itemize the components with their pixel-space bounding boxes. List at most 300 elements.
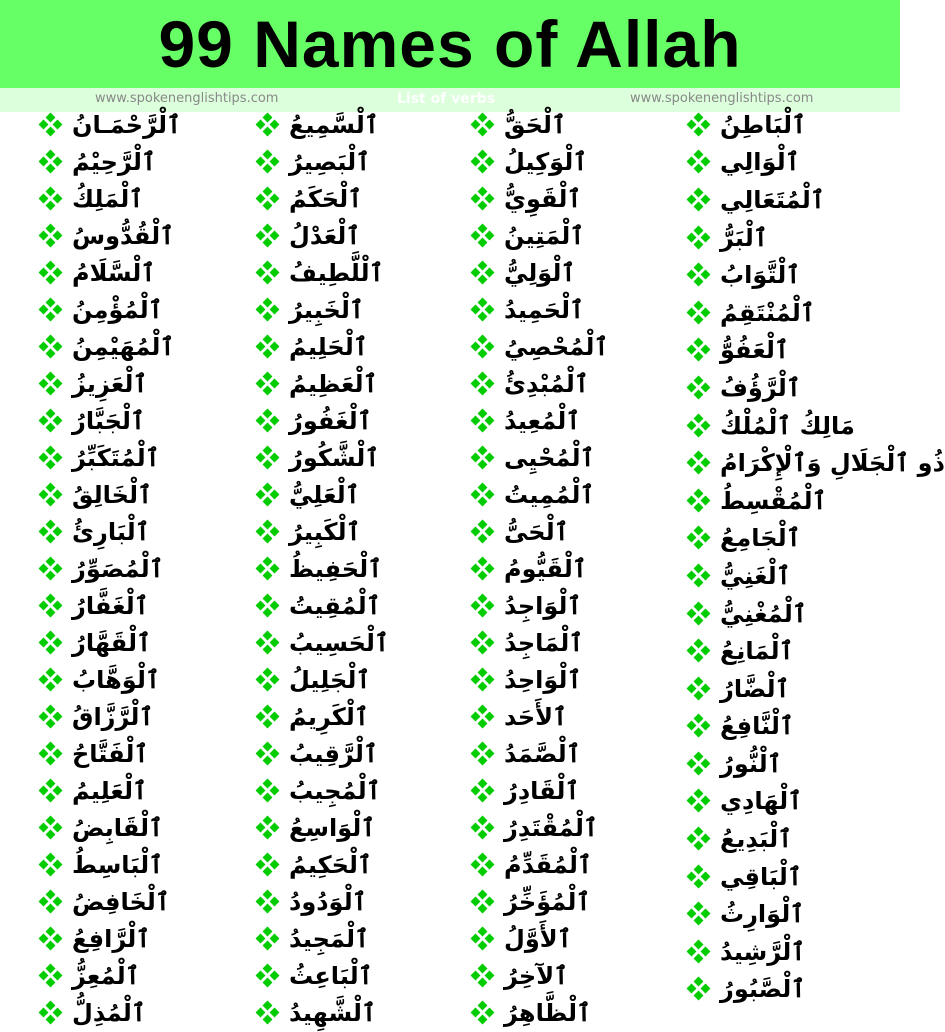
- list-item: [40, 106, 181, 143]
- list-item: [688, 745, 945, 783]
- list-item: [472, 217, 608, 254]
- name-text: ٱلْبَاعِثُ: [289, 961, 373, 990]
- diamond-bullet-icon: [40, 262, 62, 284]
- diamond-bullet-icon: [472, 262, 494, 284]
- name-text: ٱلْحَىُّ: [504, 517, 569, 546]
- name-text: مَالِكُ ٱلْمُلْكُ: [720, 411, 855, 440]
- diamond-bullet-icon: [40, 595, 62, 617]
- name-text: ٱلْحَسِيبُ: [289, 628, 389, 657]
- diamond-bullet-icon: [688, 866, 710, 888]
- diamond-bullet-icon: [688, 114, 710, 136]
- diamond-bullet-icon: [688, 189, 710, 211]
- list-item: [257, 365, 389, 402]
- diamond-bullet-icon: [257, 225, 279, 247]
- diamond-bullet-icon: [40, 669, 62, 691]
- name-text: ٱلْجَلِيلُ: [289, 665, 371, 694]
- diamond-bullet-icon: [40, 225, 62, 247]
- name-text: ٱلْشَّهِيدُ: [289, 998, 376, 1027]
- diamond-bullet-icon: [472, 447, 494, 469]
- name-text: ٱلْتَّوَابُ: [720, 261, 801, 290]
- list-item: [472, 735, 608, 772]
- diamond-bullet-icon: [472, 521, 494, 543]
- list-item: [472, 439, 608, 476]
- name-text: ٱلْنَّافِعُ: [720, 712, 794, 741]
- diamond-bullet-icon: [688, 339, 710, 361]
- list-item: [257, 143, 389, 180]
- diamond-bullet-icon: [688, 640, 710, 662]
- diamond-bullet-icon: [257, 521, 279, 543]
- diamond-bullet-icon: [472, 373, 494, 395]
- list-item: [688, 444, 945, 482]
- name-text: ٱلْجَامِعُ: [720, 524, 801, 553]
- diamond-bullet-icon: [257, 632, 279, 654]
- diamond-bullet-icon: [257, 891, 279, 913]
- diamond-bullet-icon: [257, 188, 279, 210]
- name-text: ٱلْمَانِعُ: [720, 637, 794, 666]
- diamond-bullet-icon: [40, 521, 62, 543]
- name-text: ٱلْبَارِئُ: [72, 517, 150, 546]
- diamond-bullet-icon: [688, 715, 710, 737]
- diamond-bullet-icon: [40, 114, 62, 136]
- list-item: [40, 291, 181, 328]
- name-text: ٱلْخَافِضُ: [72, 887, 170, 916]
- name-text: ٱلْغَفَّارُ: [72, 591, 149, 620]
- diamond-bullet-icon: [688, 452, 710, 474]
- name-text: ٱلْمُبْدِئُ: [504, 369, 589, 398]
- diamond-bullet-icon: [472, 965, 494, 987]
- subtitle: List of verbs: [397, 91, 496, 107]
- list-item: [472, 365, 608, 402]
- list-item: [40, 772, 181, 809]
- name-text: ٱلْرَّشِيدُ: [720, 937, 806, 966]
- list-item: [40, 698, 181, 735]
- name-text: ٱلْقَهَّارُ: [72, 628, 152, 657]
- name-text: ٱلْمُحْيِى: [504, 443, 595, 472]
- list-item: [472, 180, 608, 217]
- list-item: [472, 994, 608, 1031]
- list-item: [40, 661, 181, 698]
- list-item: [40, 809, 181, 846]
- diamond-bullet-icon: [472, 632, 494, 654]
- diamond-bullet-icon: [40, 928, 62, 950]
- diamond-bullet-icon: [257, 817, 279, 839]
- diamond-bullet-icon: [257, 410, 279, 432]
- list-item: [40, 624, 181, 661]
- list-item: [472, 846, 608, 883]
- name-text: ٱلْبَاقِي: [720, 862, 802, 891]
- website-left: www.spokenenglishtips.com: [95, 91, 279, 106]
- list-item: [40, 439, 181, 476]
- name-text: ٱلْرَّافِعُ: [72, 924, 151, 953]
- name-text: ٱلْحَلِيمُ: [289, 332, 368, 361]
- list-item: [472, 772, 608, 809]
- name-text: ٱلْحَفِيظُ: [289, 554, 383, 583]
- names-column-3: [472, 106, 608, 1031]
- list-item: [688, 858, 945, 896]
- name-text: ٱلْبَدِيعُ: [720, 825, 793, 854]
- diamond-bullet-icon: [688, 151, 710, 173]
- list-item: [472, 476, 608, 513]
- name-text: ٱلْوَاحِدُ: [504, 665, 582, 694]
- name-text: ٱلْمُجِيبُ: [289, 776, 381, 805]
- list-item: [688, 595, 945, 633]
- name-text: ٱلْبَاطِنُ: [720, 110, 807, 139]
- list-item: [472, 920, 608, 957]
- diamond-bullet-icon: [40, 447, 62, 469]
- list-item: [257, 624, 389, 661]
- name-text: ٱلْمُعِزُّ: [72, 961, 140, 990]
- diamond-bullet-icon: [472, 595, 494, 617]
- list-item: [40, 365, 181, 402]
- diamond-bullet-icon: [40, 632, 62, 654]
- name-text: ٱلْنُّورُ: [720, 749, 782, 778]
- name-text: ٱلْسَّمِيعُ: [289, 110, 379, 139]
- diamond-bullet-icon: [688, 415, 710, 437]
- diamond-bullet-icon: [472, 225, 494, 247]
- list-item: [40, 846, 181, 883]
- list-item: [472, 513, 608, 550]
- list-item: [257, 846, 389, 883]
- diamond-bullet-icon: [257, 299, 279, 321]
- list-item: [257, 809, 389, 846]
- diamond-bullet-icon: [688, 490, 710, 512]
- diamond-bullet-icon: [257, 373, 279, 395]
- diamond-bullet-icon: [472, 854, 494, 876]
- diamond-bullet-icon: [472, 1002, 494, 1024]
- name-text: ٱلْلَّطِيفُ: [289, 258, 384, 287]
- name-text: ٱلْبَرُّ: [720, 223, 768, 252]
- name-text: ٱلآخِرُ: [504, 961, 569, 990]
- list-item: [257, 698, 389, 735]
- list-item: [40, 920, 181, 957]
- page-title: 99 Names of Allah: [158, 7, 742, 81]
- list-item: [688, 181, 945, 219]
- name-text: ٱلْسَّلَامُ: [72, 258, 156, 287]
- list-item: [40, 513, 181, 550]
- diamond-bullet-icon: [688, 527, 710, 549]
- names-column-1: [40, 106, 181, 1031]
- list-item: [257, 994, 389, 1031]
- list-item: [688, 482, 945, 520]
- diamond-bullet-icon: [40, 299, 62, 321]
- diamond-bullet-icon: [257, 151, 279, 173]
- diamond-bullet-icon: [688, 227, 710, 249]
- diamond-bullet-icon: [688, 978, 710, 1000]
- diamond-bullet-icon: [688, 790, 710, 812]
- diamond-bullet-icon: [40, 336, 62, 358]
- name-text: ٱلْرَّحْمَـانُ: [72, 110, 182, 139]
- diamond-bullet-icon: [40, 780, 62, 802]
- list-item: [688, 632, 945, 670]
- list-item: [472, 809, 608, 846]
- list-item: [688, 407, 945, 445]
- name-text: ٱلْقَادِرُ: [504, 776, 580, 805]
- diamond-bullet-icon: [472, 780, 494, 802]
- list-item: [40, 550, 181, 587]
- list-item: [257, 587, 389, 624]
- diamond-bullet-icon: [688, 678, 710, 700]
- name-text: ٱلْقَوِيُّ: [504, 184, 582, 213]
- list-item: [688, 708, 945, 746]
- diamond-bullet-icon: [472, 336, 494, 358]
- list-item: [472, 624, 608, 661]
- diamond-bullet-icon: [40, 558, 62, 580]
- name-text: ٱلْصَّمَدُ: [504, 739, 581, 768]
- name-text: ٱلْغَفُورُ: [289, 406, 372, 435]
- diamond-bullet-icon: [688, 828, 710, 850]
- list-item: [257, 180, 389, 217]
- diamond-bullet-icon: [472, 299, 494, 321]
- list-item: [472, 698, 608, 735]
- name-text: ٱلْصَّبُورُ: [720, 975, 806, 1004]
- list-item: [257, 106, 389, 143]
- name-text: ٱلْمَاجِدُ: [504, 628, 584, 657]
- list-item: [688, 520, 945, 558]
- names-column-4: [688, 106, 945, 1008]
- diamond-bullet-icon: [688, 753, 710, 775]
- name-text: ٱلْرَّؤُفُ: [720, 373, 801, 402]
- name-text: ٱلْوَاجِدُ: [504, 591, 582, 620]
- diamond-bullet-icon: [688, 941, 710, 963]
- diamond-bullet-icon: [472, 558, 494, 580]
- name-text: ٱلْحَمِيدُ: [504, 295, 585, 324]
- list-item: [688, 332, 945, 370]
- diamond-bullet-icon: [472, 410, 494, 432]
- list-item: [472, 661, 608, 698]
- website-right: www.spokenenglishtips.com: [630, 91, 814, 106]
- diamond-bullet-icon: [40, 891, 62, 913]
- name-text: ذُو ٱلْجَلَالِ وَٱلْإِكْرَامُ: [720, 449, 945, 478]
- list-item: [40, 254, 181, 291]
- name-text: ٱلْظَّاهِرُ: [504, 998, 592, 1027]
- diamond-bullet-icon: [40, 965, 62, 987]
- name-text: ٱلْعَظِيمُ: [289, 369, 378, 398]
- name-text: ٱلْوَارِثُ: [720, 900, 805, 929]
- diamond-bullet-icon: [257, 1002, 279, 1024]
- name-text: ٱلْعَلِيُّ: [289, 480, 360, 509]
- name-text: ٱلْمُذِلُّ: [72, 998, 146, 1027]
- list-item: [40, 217, 181, 254]
- name-text: ٱلْمَتِينُ: [504, 221, 585, 250]
- list-item: [472, 106, 608, 143]
- name-text: ٱلْمُقَدِّمُ: [504, 850, 592, 879]
- name-text: ٱلْبَاسِطُ: [72, 850, 164, 879]
- name-text: ٱلْغَنِيُّ: [720, 561, 791, 590]
- name-text: ٱلْرَّزَّاقُ: [72, 702, 154, 731]
- list-item: [257, 291, 389, 328]
- diamond-bullet-icon: [257, 669, 279, 691]
- list-item: [257, 661, 389, 698]
- list-item: [257, 439, 389, 476]
- name-text: ٱلْمُتَكَبِّرُ: [72, 443, 160, 472]
- list-item: [472, 143, 608, 180]
- diamond-bullet-icon: [472, 188, 494, 210]
- list-item: [688, 294, 945, 332]
- name-text: ٱلْفَتَّاحُ: [72, 739, 149, 768]
- name-text: ٱلْضَّارُ: [720, 674, 790, 703]
- list-item: [257, 402, 389, 439]
- name-text: ٱلْمُؤَخِّرُ: [504, 887, 591, 916]
- diamond-bullet-icon: [688, 903, 710, 925]
- diamond-bullet-icon: [688, 302, 710, 324]
- diamond-bullet-icon: [257, 780, 279, 802]
- diamond-bullet-icon: [257, 484, 279, 506]
- list-item: [688, 820, 945, 858]
- list-item: [688, 219, 945, 257]
- list-item: [688, 369, 945, 407]
- diamond-bullet-icon: [472, 484, 494, 506]
- diamond-bullet-icon: [257, 743, 279, 765]
- name-text: ٱلْمُغْنِيُّ: [720, 599, 807, 628]
- list-item: [40, 180, 181, 217]
- name-text: ٱلْمُنْتَقِمُ: [720, 298, 815, 327]
- name-text: ٱلْمُتَعَالِي: [720, 185, 825, 214]
- diamond-bullet-icon: [472, 151, 494, 173]
- name-text: ٱلْكَبِيرُ: [289, 517, 361, 546]
- diamond-bullet-icon: [688, 565, 710, 587]
- diamond-bullet-icon: [40, 410, 62, 432]
- list-item: [257, 254, 389, 291]
- name-text: ٱلْقُدُّوسُ: [72, 221, 175, 250]
- name-text: ٱلْمُقْسِطُ: [720, 486, 827, 515]
- list-item: [688, 557, 945, 595]
- list-item: [40, 957, 181, 994]
- list-item: [257, 957, 389, 994]
- list-item: [472, 587, 608, 624]
- diamond-bullet-icon: [257, 965, 279, 987]
- list-item: [257, 550, 389, 587]
- diamond-bullet-icon: [472, 706, 494, 728]
- list-item: [257, 513, 389, 550]
- diamond-bullet-icon: [257, 336, 279, 358]
- list-item: [688, 106, 945, 144]
- diamond-bullet-icon: [40, 188, 62, 210]
- list-item: [472, 328, 608, 365]
- name-text: ٱلْمُؤْمِنُ: [72, 295, 163, 324]
- name-text: ٱلأَحَد: [504, 702, 568, 731]
- list-item: [688, 895, 945, 933]
- list-item: [40, 587, 181, 624]
- name-text: ٱلأَوَّلُ: [504, 924, 572, 953]
- list-item: [257, 735, 389, 772]
- diamond-bullet-icon: [257, 854, 279, 876]
- name-text: ٱلْمَلِكُ: [72, 184, 144, 213]
- diamond-bullet-icon: [688, 603, 710, 625]
- diamond-bullet-icon: [257, 595, 279, 617]
- diamond-bullet-icon: [40, 854, 62, 876]
- diamond-bullet-icon: [688, 264, 710, 286]
- name-text: ٱلْخَبِيرُ: [289, 295, 364, 324]
- diamond-bullet-icon: [472, 928, 494, 950]
- name-text: ٱلْرَّقِيبُ: [289, 739, 378, 768]
- list-item: [688, 933, 945, 971]
- name-text: ٱلْعَدْلُ: [289, 221, 361, 250]
- name-text: ٱلْقَابِضُ: [72, 813, 164, 842]
- diamond-bullet-icon: [40, 706, 62, 728]
- name-text: ٱلْمُحْصِيُ: [504, 332, 609, 361]
- name-text: ٱلْكَرِيمُ: [289, 702, 369, 731]
- name-text: ٱلْمُهَيْمِنُ: [72, 332, 175, 361]
- diamond-bullet-icon: [472, 114, 494, 136]
- diamond-bullet-icon: [257, 706, 279, 728]
- name-text: ٱلْوَهَّابُ: [72, 665, 160, 694]
- diamond-bullet-icon: [257, 447, 279, 469]
- diamond-bullet-icon: [472, 891, 494, 913]
- list-item: [688, 670, 945, 708]
- name-text: ٱلْوَلِيُّ: [504, 258, 576, 287]
- name-text: ٱلْمُصَوِّرُ: [72, 554, 164, 583]
- list-item: [472, 550, 608, 587]
- name-text: ٱلْعَفُوُّ: [720, 336, 789, 365]
- diamond-bullet-icon: [40, 151, 62, 173]
- name-text: ٱلْمَجِيدُ: [289, 924, 370, 953]
- list-item: [257, 217, 389, 254]
- diamond-bullet-icon: [40, 373, 62, 395]
- list-item: [688, 783, 945, 821]
- diamond-bullet-icon: [40, 484, 62, 506]
- name-text: ٱلْمُقِيتُ: [289, 591, 381, 620]
- title-banner: [0, 0, 900, 88]
- list-item: [40, 143, 181, 180]
- diamond-bullet-icon: [472, 669, 494, 691]
- name-text: ٱلْعَزِيزُ: [72, 369, 148, 398]
- name-text: ٱلْوَالِي: [720, 148, 800, 177]
- list-item: [472, 883, 608, 920]
- list-item: [40, 883, 181, 920]
- diamond-bullet-icon: [257, 558, 279, 580]
- name-text: ٱلْمُعِيدُ: [504, 406, 581, 435]
- list-item: [40, 402, 181, 439]
- name-text: ٱلْبَصِيرُ: [289, 147, 371, 176]
- list-item: [40, 476, 181, 513]
- list-item: [40, 994, 181, 1031]
- list-item: [688, 971, 945, 1009]
- name-text: ٱلْهَادِي: [720, 787, 803, 816]
- list-item: [40, 735, 181, 772]
- diamond-bullet-icon: [257, 114, 279, 136]
- name-text: ٱلْخَالِقُ: [72, 480, 153, 509]
- name-text: ٱلْوَاسِعُ: [289, 813, 376, 842]
- name-text: ٱلْمُقْتَدِرُ: [504, 813, 598, 842]
- diamond-bullet-icon: [472, 743, 494, 765]
- names-column-2: [257, 106, 389, 1031]
- list-item: [257, 883, 389, 920]
- name-text: ٱلْوَكِيلُ: [504, 147, 588, 176]
- diamond-bullet-icon: [257, 928, 279, 950]
- list-item: [472, 254, 608, 291]
- diamond-bullet-icon: [688, 377, 710, 399]
- name-text: ٱلْمُمِيتُ: [504, 480, 595, 509]
- list-item: [472, 291, 608, 328]
- diamond-bullet-icon: [40, 817, 62, 839]
- name-text: ٱلْجَبَّارُ: [72, 406, 145, 435]
- diamond-bullet-icon: [40, 743, 62, 765]
- diamond-bullet-icon: [257, 262, 279, 284]
- list-item: [40, 328, 181, 365]
- name-text: ٱلْعَلِيمُ: [72, 776, 148, 805]
- name-text: ٱلْوَدُودُ: [289, 887, 367, 916]
- name-text: ٱلْرَّحِيْمُ: [72, 147, 156, 176]
- list-item: [257, 772, 389, 809]
- name-text: ٱلْقَيُّومُ: [504, 554, 587, 583]
- list-item: [257, 920, 389, 957]
- diamond-bullet-icon: [40, 1002, 62, 1024]
- list-item: [472, 402, 608, 439]
- name-text: ٱلْشَّكُورُ: [289, 443, 380, 472]
- list-item: [688, 144, 945, 182]
- diamond-bullet-icon: [472, 817, 494, 839]
- list-item: [688, 256, 945, 294]
